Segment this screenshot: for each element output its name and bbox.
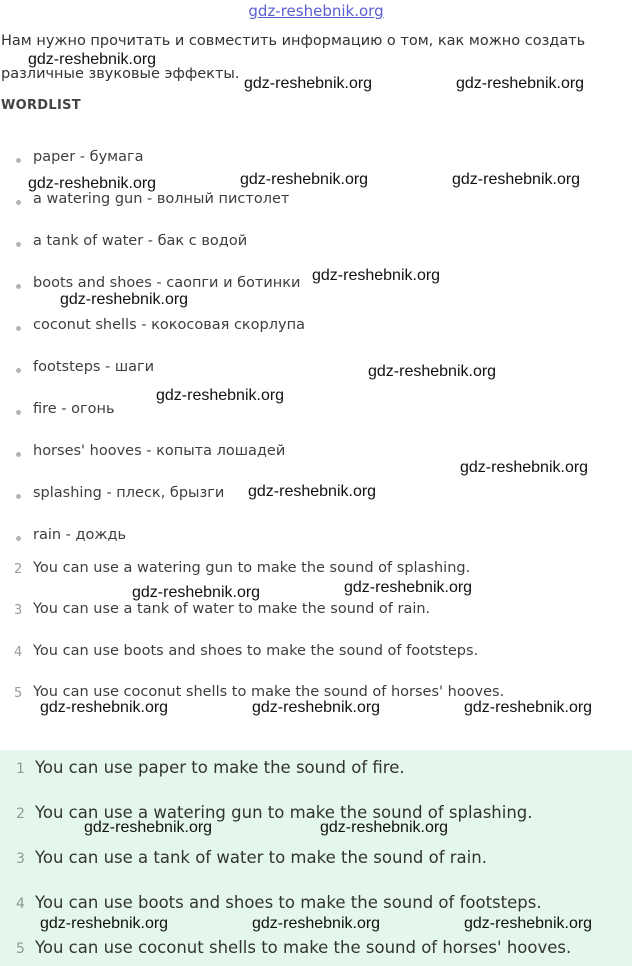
bullet-icon (16, 410, 21, 415)
answer-text: You can use a watering gun to make the sound of splashing. (35, 803, 533, 822)
sentence-number: 4 (14, 645, 23, 660)
sentence-number: 2 (14, 562, 23, 577)
watermark: gdz-reshebnik.org (456, 75, 585, 92)
wordlist-title: WORDLIST (1, 98, 81, 113)
watermark: gdz-reshebnik.org (464, 915, 593, 932)
watermark: gdz-reshebnik.org (252, 915, 381, 932)
bullet-icon (16, 200, 21, 205)
answer-text: You can use paper to make the sound of fire. (35, 758, 405, 777)
wordlist-item: fire - огонь (33, 401, 115, 417)
answer-number: 3 (16, 851, 25, 867)
watermark: gdz-reshebnik.org (28, 175, 157, 192)
watermark: gdz-reshebnik.org (28, 51, 157, 68)
bullet-icon (16, 494, 21, 499)
watermark: gdz-reshebnik.org (464, 699, 593, 716)
answer-number: 1 (16, 761, 25, 777)
answer-text: You can use boots and shoes to make the sound of footsteps. (35, 893, 542, 912)
sentence-text: You can use coconut shells to make the sound of horses' hooves. (33, 684, 505, 700)
watermark: gdz-reshebnik.org (244, 75, 373, 92)
wordlist-item: splashing - плеск, брызги (33, 485, 225, 501)
watermark: gdz-reshebnik.org (132, 584, 261, 601)
watermark: gdz-reshebnik.org (84, 819, 213, 836)
wordlist-item: rain - дождь (33, 527, 127, 543)
watermark: gdz-reshebnik.org (452, 171, 581, 188)
bullet-icon (16, 368, 21, 373)
watermark: gdz-reshebnik.org (312, 267, 441, 284)
wordlist-item: a watering gun - волный пистолет (33, 191, 290, 207)
watermark: gdz-reshebnik.org (40, 699, 169, 716)
watermark: gdz-reshebnik.org (252, 699, 381, 716)
answer-number: 5 (16, 941, 25, 957)
bullet-icon (16, 452, 21, 457)
answer-number: 2 (16, 806, 25, 822)
answer-text: You can use a tank of water to make the sound of rain. (35, 848, 487, 867)
wordlist-item: paper - бумага (33, 149, 144, 165)
intro-line-2: различные звуковые эффекты. (1, 66, 240, 82)
bullet-icon (16, 326, 21, 331)
watermark: gdz-reshebnik.org (40, 915, 169, 932)
sentence-text: You can use a tank of water to make the sound of rain. (33, 601, 431, 617)
sentence-number: 3 (14, 603, 23, 618)
sentence-text: You can use boots and shoes to make the sound of footsteps. (33, 643, 479, 659)
watermark: gdz-reshebnik.org (368, 363, 497, 380)
watermark: gdz-reshebnik.org (248, 483, 377, 500)
answer-number: 4 (16, 896, 25, 912)
site-link[interactable]: gdz-reshebnik.org (248, 2, 384, 20)
watermark: gdz-reshebnik.org (460, 459, 589, 476)
bullet-icon (16, 158, 21, 163)
bullet-icon (16, 242, 21, 247)
wordlist-item: boots and shoes - саопги и ботинки (33, 275, 301, 291)
watermark: gdz-reshebnik.org (156, 387, 285, 404)
wordlist-item: a tank of water - бак с водой (33, 233, 248, 249)
watermark: gdz-reshebnik.org (344, 579, 473, 596)
watermark: gdz-reshebnik.org (240, 171, 369, 188)
wordlist-item: horses' hooves - копыта лошадей (33, 443, 286, 459)
watermark: gdz-reshebnik.org (60, 291, 189, 308)
sentence-number: 5 (14, 686, 23, 701)
wordlist-item: footsteps - шаги (33, 359, 155, 375)
bullet-icon (16, 284, 21, 289)
intro-line-1: Нам нужно прочитать и совместить информацию о том, как можно создать (1, 33, 586, 49)
watermark: gdz-reshebnik.org (320, 819, 449, 836)
answer-text: You can use coconut shells to make the sound of horses' hooves. (35, 938, 572, 957)
sentence-text: You can use a watering gun to make the sound of splashing. (33, 560, 471, 576)
wordlist-item: coconut shells - кокосовая скорлупа (33, 317, 305, 333)
bullet-icon (16, 536, 21, 541)
